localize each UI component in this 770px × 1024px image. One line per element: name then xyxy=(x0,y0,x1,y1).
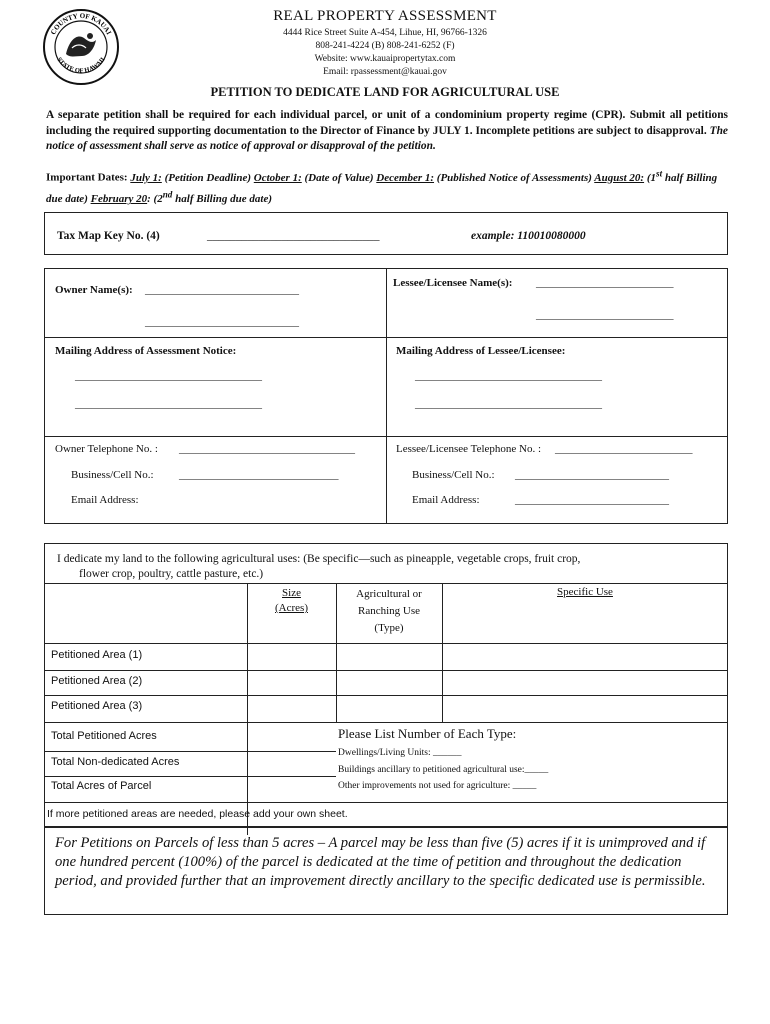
col-header-specific-use: Specific Use xyxy=(557,586,613,598)
petitioned-area-3-label: Petitioned Area (3) xyxy=(51,700,143,712)
lessee-phone-field[interactable]: _________________________ xyxy=(555,443,693,455)
lessee-mailing-label: Mailing Address of Lessee/Licensee: xyxy=(396,345,566,357)
lessee-name-label: Lessee/Licensee Name(s): xyxy=(393,277,513,289)
owner-cell-label: Business/Cell No.: xyxy=(71,469,154,481)
owner-name-field[interactable]: ____________________________ xyxy=(145,284,299,296)
intro-italic-text: The notice of assessment shall serve as notice of approval or disapproval of the petition. xyxy=(46,124,728,152)
owner-name-label: Owner Name(s): xyxy=(55,284,133,296)
important-dates: Important Dates: July 1: (Petition Deadline) October 1: (Date of Value) December 1: (Published Notice of Assessments) August 20: (1st half Billing due date) February 20: (2nd half Billing due date) xyxy=(46,168,718,206)
owner-phone-label: Owner Telephone No. : xyxy=(55,443,158,455)
col-header-size: Size (Acres) xyxy=(275,587,308,614)
lessee-email-label: Email Address: xyxy=(412,494,480,506)
small-parcel-note-box xyxy=(44,827,728,915)
ancillary-buildings-count-field[interactable]: Buildings ancillary to petitioned agricultural use:_____ xyxy=(338,765,549,775)
col-header-type: Agricultural or Ranching Use (Type) xyxy=(356,588,422,634)
tax-map-key-box xyxy=(44,212,728,255)
owner-name-field-2[interactable]: ____________________________ xyxy=(145,316,299,328)
lessee-cell-label: Business/Cell No.: xyxy=(412,469,495,481)
lessee-phone-label: Lessee/Licensee Telephone No. : xyxy=(396,443,542,455)
agricultural-use-section xyxy=(44,543,728,827)
lessee-name-field[interactable]: _________________________ xyxy=(536,277,674,289)
lessee-email-field[interactable]: ____________________________ xyxy=(515,494,669,506)
tax-map-key-field[interactable]: ______________________________ xyxy=(207,230,380,242)
lessee-cell-field[interactable]: ____________________________ xyxy=(515,469,669,481)
owner-lessee-grid xyxy=(44,268,728,524)
svg-text:STATE OF HAWAII: STATE OF HAWAII xyxy=(55,56,107,75)
owner-phone-field[interactable]: ________________________________ xyxy=(179,443,355,455)
total-non-dedicated-acres-label: Total Non-dedicated Acres xyxy=(51,756,180,768)
tax-map-key-label: Tax Map Key No. (4) xyxy=(57,230,160,242)
dwellings-count-field[interactable]: Dwellings/Living Units: ______ xyxy=(338,748,462,758)
tax-map-key-example: example: 110010080000 xyxy=(471,230,586,242)
petitioned-area-1-label: Petitioned Area (1) xyxy=(51,649,143,661)
lessee-mailing-field-1[interactable]: __________________________________ xyxy=(415,370,602,382)
agency-name: REAL PROPERTY ASSESSMENT xyxy=(273,8,497,24)
agency-email: Email: rpassessment@kauai.gov xyxy=(323,67,447,77)
list-types-title: Please List Number of Each Type: xyxy=(338,726,517,741)
small-parcel-note: For Petitions on Parcels of less than 5 acres – A parcel may be less than five (5) acres if it is unimproved and if one hundred percent (100%) of the parcel is dedicated at the time of petition and throughout the dedication period, and provided further that an improvement directly ancillary to the specific dedicated use is permissible. xyxy=(55,835,706,889)
agency-phone: 808-241-4224 (B) 808-241-6252 (F) xyxy=(315,41,455,51)
agency-website: Website: www.kauaipropertytax.com xyxy=(314,54,456,64)
intro-paragraph xyxy=(46,108,728,155)
owner-email-label: Email Address: xyxy=(71,494,139,506)
lessee-name-field-2[interactable]: _________________________ xyxy=(536,309,674,321)
total-acres-parcel-label: Total Acres of Parcel xyxy=(51,780,152,792)
form-title: PETITION TO DEDICATE LAND FOR AGRICULTURAL USE xyxy=(210,85,560,99)
other-improvements-count-field[interactable]: Other improvements not used for agriculture: _____ xyxy=(338,781,537,791)
owner-mailing-field-2[interactable]: __________________________________ xyxy=(75,398,262,410)
uses-footer-note: If more petitioned areas are needed, please add your own sheet. xyxy=(47,808,348,820)
petitioned-area-2-label: Petitioned Area (2) xyxy=(51,675,143,687)
svg-text:COUNTY OF KAUAI: COUNTY OF KAUAI xyxy=(49,11,113,37)
total-petitioned-acres-label: Total Petitioned Acres xyxy=(51,730,157,742)
agency-address: 4444 Rice Street Suite A-454, Lihue, HI, 96766-1326 xyxy=(283,28,487,38)
uses-intro: I dedicate my land to the following agricultural uses: (Be specific—such as pineapple, vegetable crops, fruit crop, flower crop, poultry, cattle pasture, etc.) xyxy=(57,553,581,580)
owner-cell-field[interactable]: _____________________________ xyxy=(179,469,339,481)
intro-bold-text: A separate petition shall be required for each individual parcel, or unit of a condominium property regime (CPR). Submit all petitions including the required supporting documentation to the Director of Finance by JULY 1. Incomplete petitions are subject to disapproval. xyxy=(46,109,728,137)
lessee-mailing-field-2[interactable]: __________________________________ xyxy=(415,398,602,410)
owner-mailing-field-1[interactable]: __________________________________ xyxy=(75,370,262,382)
owner-mailing-label: Mailing Address of Assessment Notice: xyxy=(55,345,237,357)
